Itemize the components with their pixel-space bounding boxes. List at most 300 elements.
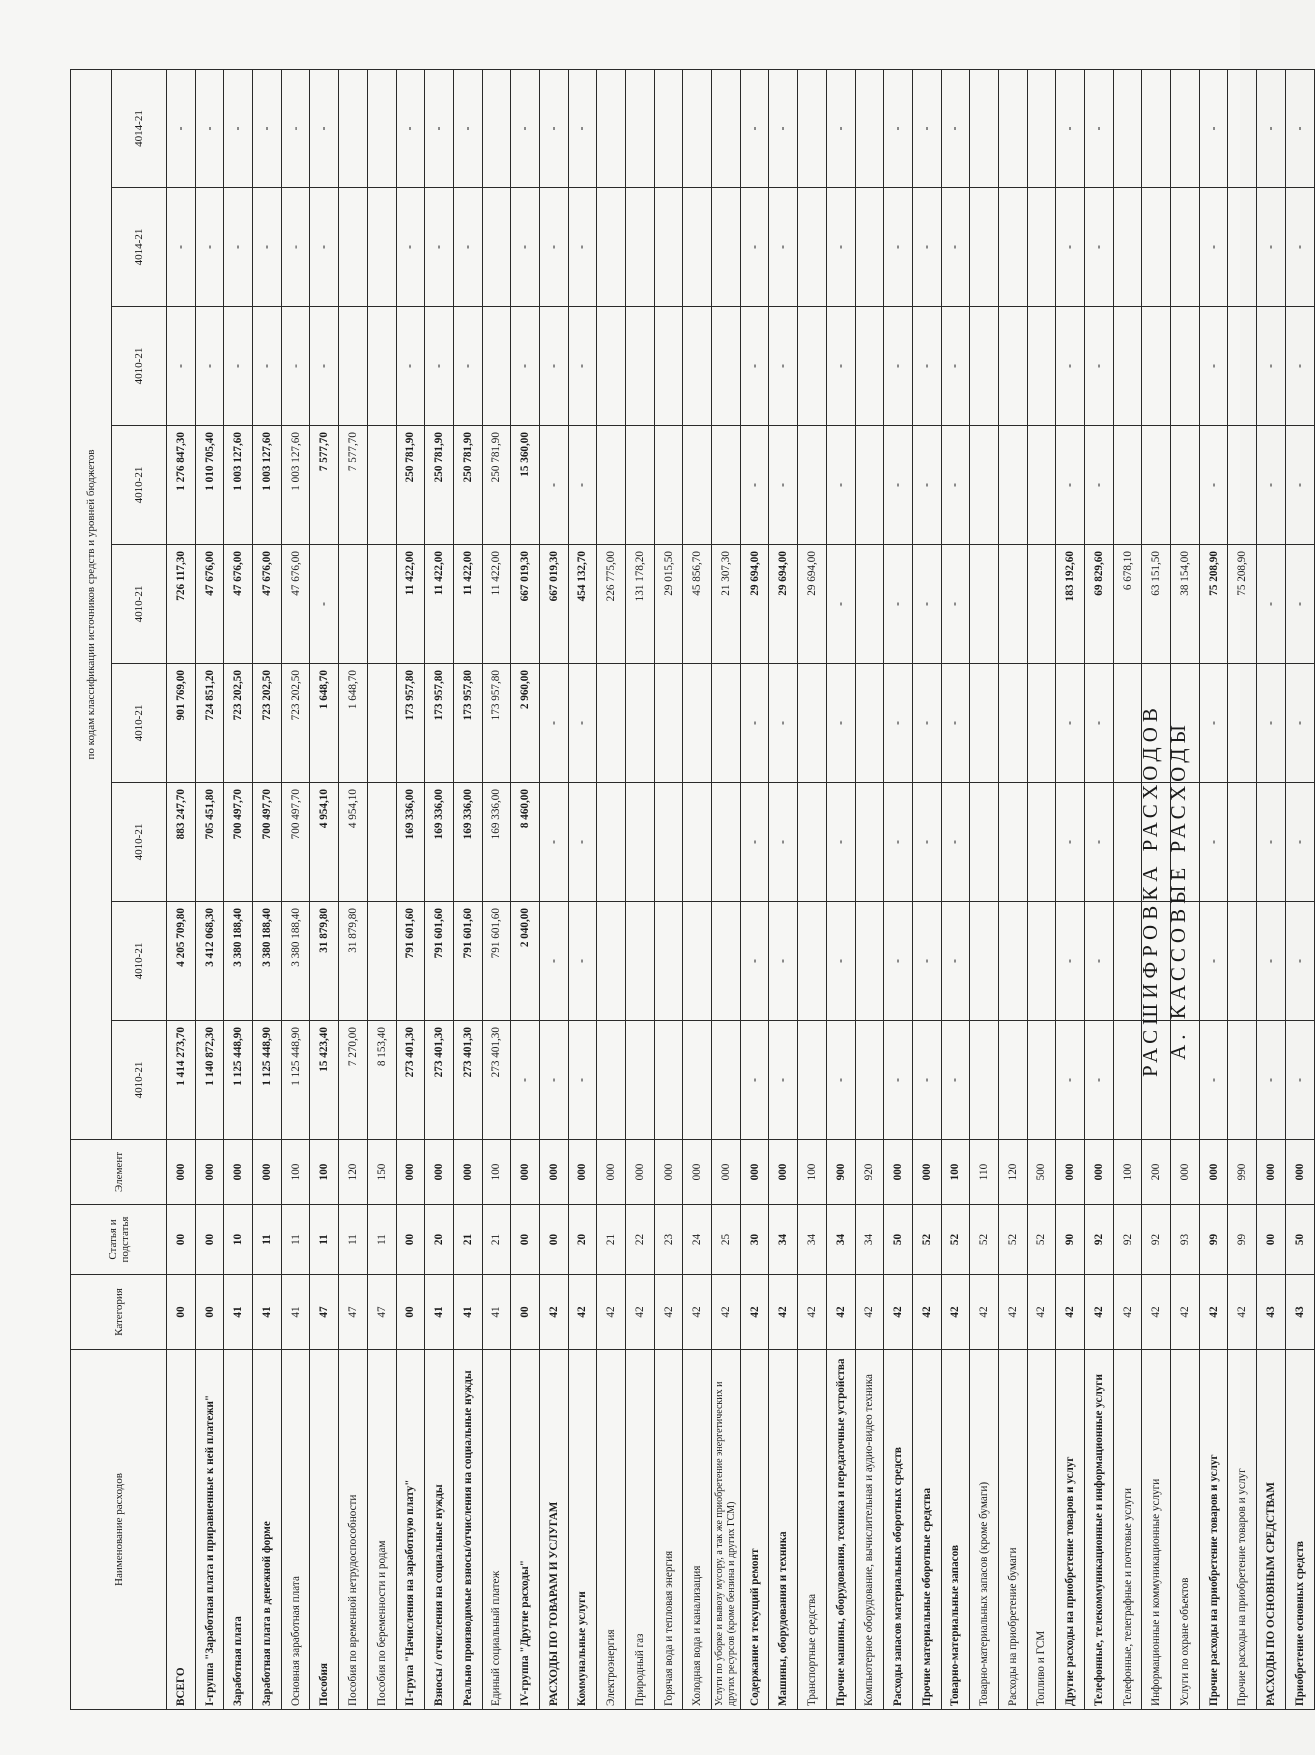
row-name: Телефонные, телекоммуникационные и информационные услуги: [1085, 1350, 1114, 1710]
row-value: 901 769,00: [167, 664, 196, 783]
row-value: 173 957,80: [425, 664, 454, 783]
row-value: -: [1056, 664, 1085, 783]
row-value: [654, 70, 683, 188]
row-value: [970, 545, 999, 664]
row-category: 47: [310, 1275, 339, 1350]
row-value: [482, 70, 511, 188]
row-value: -: [1056, 188, 1085, 307]
row-value: 273 401,30: [425, 1021, 454, 1140]
row-value: -: [740, 1021, 769, 1140]
row-name: Электроэнергия: [597, 1350, 626, 1710]
row-element: 000: [712, 1140, 741, 1205]
table-row: [884, 70, 913, 1710]
row-value: [339, 307, 368, 426]
row-category: 47: [339, 1275, 368, 1350]
row-value: [855, 70, 884, 188]
row-value: 31 879,80: [339, 902, 368, 1021]
row-value: -: [740, 426, 769, 545]
row-category: 43: [1285, 1275, 1314, 1350]
row-value: [970, 902, 999, 1021]
row-element: 000: [568, 1140, 597, 1205]
table-row: [654, 70, 683, 1710]
row-value: -: [310, 307, 339, 426]
row-value: -: [826, 664, 855, 783]
row-value: -: [1257, 188, 1286, 307]
row-value: [683, 426, 712, 545]
row-value: -: [1199, 1021, 1228, 1140]
row-name: Машины, оборудования и техника: [769, 1350, 798, 1710]
row-value: -: [740, 70, 769, 188]
row-value: 250 781,90: [425, 426, 454, 545]
row-category: 42: [626, 1275, 655, 1350]
row-element: 100: [281, 1140, 310, 1205]
row-value: [626, 307, 655, 426]
row-category: 41: [253, 1275, 282, 1350]
row-value: -: [224, 188, 253, 307]
row-article: 23: [654, 1205, 683, 1275]
row-value: [855, 664, 884, 783]
row-value: -: [884, 188, 913, 307]
row-value: [970, 188, 999, 307]
row-category: 41: [453, 1275, 482, 1350]
row-value: 1 003 127,60: [281, 426, 310, 545]
row-category: 42: [798, 1275, 827, 1350]
row-value: -: [769, 664, 798, 783]
row-element: 920: [855, 1140, 884, 1205]
row-value: [855, 902, 884, 1021]
row-value: -: [1285, 307, 1314, 426]
row-name: Информационные и коммуникационные услуги: [1142, 1350, 1171, 1710]
row-value: 791 601,60: [425, 902, 454, 1021]
row-name: Товарно-материальные запасов: [941, 1350, 970, 1710]
row-name: РАСХОДЫ ПО ОСНОВНЫМ СРЕДСТВАМ: [1257, 1350, 1286, 1710]
row-value: -: [884, 1021, 913, 1140]
row-value: 700 497,70: [253, 783, 282, 902]
row-value: -: [941, 902, 970, 1021]
row-value: -: [769, 783, 798, 902]
row-name: Приобретение основных средств: [1285, 1350, 1314, 1710]
row-value: [597, 307, 626, 426]
row-value: 667 019,30: [511, 545, 540, 664]
row-value: [1228, 664, 1257, 783]
row-article: 00: [539, 1205, 568, 1275]
row-value: [654, 664, 683, 783]
row-value: -: [453, 307, 482, 426]
row-element: 990: [1228, 1140, 1257, 1205]
row-category: 42: [654, 1275, 683, 1350]
row-category: 41: [281, 1275, 310, 1350]
row-value: -: [1085, 307, 1114, 426]
row-value: [367, 783, 396, 902]
row-value: 8 460,00: [511, 783, 540, 902]
row-value: [798, 902, 827, 1021]
row-value: -: [884, 426, 913, 545]
row-value: [970, 783, 999, 902]
row-article: 99: [1228, 1205, 1257, 1275]
row-value: 75 208,90: [1228, 545, 1257, 664]
table-row: [195, 70, 224, 1710]
row-category: 00: [195, 1275, 224, 1350]
document-title: РАСШИФРОВКА РАСХОДОВ: [1138, 703, 1162, 1077]
header-row-1: [71, 70, 112, 1710]
row-value: -: [912, 664, 941, 783]
row-value: -: [1199, 664, 1228, 783]
row-value: 883 247,70: [167, 783, 196, 902]
row-value: 1 648,70: [310, 664, 339, 783]
row-element: 150: [367, 1140, 396, 1205]
row-value: [855, 307, 884, 426]
row-value: [597, 902, 626, 1021]
row-category: 47: [367, 1275, 396, 1350]
row-value: -: [912, 545, 941, 664]
row-article: 52: [912, 1205, 941, 1275]
row-category: 42: [712, 1275, 741, 1350]
row-name: II-група "Начисления на заработную плату": [396, 1350, 425, 1710]
row-name: Содержание и текущий ремонт: [740, 1350, 769, 1710]
table-row: [224, 70, 253, 1710]
table-row: [683, 70, 712, 1710]
row-article: 11: [253, 1205, 282, 1275]
row-value: -: [568, 902, 597, 1021]
table-row: [998, 70, 1027, 1710]
row-value: -: [1257, 1021, 1286, 1140]
row-value: -: [1085, 70, 1114, 188]
row-value: 1 125 448,90: [253, 1021, 282, 1140]
row-value: -: [912, 1021, 941, 1140]
row-article: 11: [281, 1205, 310, 1275]
header-source-code: 4010-21: [112, 902, 167, 1021]
row-value: 173 957,80: [396, 664, 425, 783]
row-value: -: [310, 545, 339, 664]
row-value: -: [941, 1021, 970, 1140]
row-value: [654, 783, 683, 902]
row-value: -: [453, 188, 482, 307]
row-value: [1027, 188, 1056, 307]
row-category: 42: [683, 1275, 712, 1350]
row-value: [1228, 188, 1257, 307]
row-element: 000: [396, 1140, 425, 1205]
row-value: -: [539, 426, 568, 545]
row-value: [683, 664, 712, 783]
row-name: I-группа "Заработная плата и приравненные к ней платежи": [195, 1350, 224, 1710]
row-value: 169 336,00: [425, 783, 454, 902]
row-value: -: [769, 307, 798, 426]
row-value: -: [941, 307, 970, 426]
row-value: [597, 783, 626, 902]
row-value: -: [884, 307, 913, 426]
header-source-code: 4010-21: [112, 1021, 167, 1140]
row-value: 1 140 872,30: [195, 1021, 224, 1140]
row-element: 100: [1113, 1140, 1142, 1205]
title-block: [1130, 70, 1210, 1710]
row-name: Коммунальные услуги: [568, 1350, 597, 1710]
row-value: 723 202,50: [281, 664, 310, 783]
row-value: -: [195, 188, 224, 307]
row-value: 1 648,70: [339, 664, 368, 783]
row-value: [367, 545, 396, 664]
row-value: 15 360,00: [511, 426, 540, 545]
row-category: 00: [396, 1275, 425, 1350]
row-article: 99: [1199, 1205, 1228, 1275]
row-value: [1228, 902, 1257, 1021]
row-value: [683, 1021, 712, 1140]
row-value: [798, 307, 827, 426]
table-row: [539, 70, 568, 1710]
row-article: 34: [826, 1205, 855, 1275]
row-value: 3 380 188,40: [253, 902, 282, 1021]
table-row: [396, 70, 425, 1710]
row-category: 42: [998, 1275, 1027, 1350]
row-element: 000: [1285, 1140, 1314, 1205]
row-category: 42: [1199, 1275, 1228, 1350]
row-value: [654, 426, 683, 545]
row-element: 000: [1199, 1140, 1228, 1205]
row-value: 21 307,30: [712, 545, 741, 664]
row-value: -: [253, 188, 282, 307]
row-value: -: [769, 426, 798, 545]
row-element: 000: [195, 1140, 224, 1205]
row-value: [597, 1021, 626, 1140]
row-value: 4 954,10: [310, 783, 339, 902]
row-element: 100: [941, 1140, 970, 1205]
row-element: 000: [224, 1140, 253, 1205]
row-value: -: [195, 70, 224, 188]
row-value: 75 208,90: [1199, 545, 1228, 664]
row-value: -: [740, 783, 769, 902]
row-value: [683, 783, 712, 902]
row-value: -: [396, 188, 425, 307]
row-article: 21: [482, 1205, 511, 1275]
row-category: 42: [941, 1275, 970, 1350]
row-article: 00: [195, 1205, 224, 1275]
row-element: 000: [511, 1140, 540, 1205]
row-element: 120: [998, 1140, 1027, 1205]
table-row: [425, 70, 454, 1710]
row-name: Пособия: [310, 1350, 339, 1710]
row-value: 226 775,00: [597, 545, 626, 664]
row-value: -: [1257, 902, 1286, 1021]
row-value: -: [1257, 664, 1286, 783]
table-row: [1085, 70, 1114, 1710]
row-category: 42: [1228, 1275, 1257, 1350]
row-value: -: [912, 188, 941, 307]
row-name: Услуги по уборке и вывозу мусору, а так же приобретение энергетических и других ресурсов (кроме бензина и других ГСМ): [712, 1350, 741, 1710]
row-article: 24: [683, 1205, 712, 1275]
header-source-code: 4010-21: [112, 426, 167, 545]
table-row: [912, 70, 941, 1710]
row-value: 250 781,90: [482, 426, 511, 545]
row-value: [597, 664, 626, 783]
row-value: 47 676,00: [224, 545, 253, 664]
row-value: -: [195, 307, 224, 426]
row-category: 42: [568, 1275, 597, 1350]
row-name: Прочие машины, оборудования, техника и передаточные устройства: [826, 1350, 855, 1710]
row-value: [712, 783, 741, 902]
row-value: 667 019,30: [539, 545, 568, 664]
row-value: -: [539, 783, 568, 902]
row-value: [367, 426, 396, 545]
row-value: -: [167, 307, 196, 426]
row-value: [626, 70, 655, 188]
row-article: 00: [167, 1205, 196, 1275]
row-value: [1027, 70, 1056, 188]
row-value: -: [884, 70, 913, 188]
row-value: -: [281, 188, 310, 307]
row-article: 11: [310, 1205, 339, 1275]
row-value: -: [539, 902, 568, 1021]
row-value: -: [539, 188, 568, 307]
row-name: Транспортные средства: [798, 1350, 827, 1710]
row-value: -: [1085, 1021, 1114, 1140]
row-name: Телефонные, телеграфные и почтовые услуги: [1113, 1350, 1142, 1710]
row-value: 3 412 068,30: [195, 902, 224, 1021]
row-value: [1228, 307, 1257, 426]
row-value: -: [740, 902, 769, 1021]
row-value: -: [912, 426, 941, 545]
row-article: 20: [568, 1205, 597, 1275]
row-article: 00: [396, 1205, 425, 1275]
document-subtitle: А. КАССОВЫЕ РАСХОДЫ: [1166, 720, 1190, 1060]
row-value: -: [425, 70, 454, 188]
row-value: 7 270,00: [339, 1021, 368, 1140]
row-value: -: [1285, 70, 1314, 188]
row-value: -: [740, 664, 769, 783]
row-value: 4 205 709,80: [167, 902, 196, 1021]
row-name: Товарно-материальных запасов (кроме бумаги): [970, 1350, 999, 1710]
row-value: -: [1199, 902, 1228, 1021]
row-value: 791 601,60: [482, 902, 511, 1021]
row-value: 29 015,50: [654, 545, 683, 664]
row-value: -: [1257, 783, 1286, 902]
row-value: 1 003 127,60: [253, 426, 282, 545]
header-category: Категория: [71, 1275, 167, 1350]
row-value: 723 202,50: [224, 664, 253, 783]
row-article: 34: [798, 1205, 827, 1275]
row-value: -: [826, 783, 855, 902]
row-value: -: [539, 70, 568, 188]
row-element: 000: [769, 1140, 798, 1205]
row-value: 11 422,00: [396, 545, 425, 664]
table-row: [1056, 70, 1085, 1710]
row-category: 00: [167, 1275, 196, 1350]
row-element: 110: [970, 1140, 999, 1205]
row-value: -: [826, 902, 855, 1021]
row-value: -: [884, 902, 913, 1021]
row-value: [339, 70, 368, 188]
row-value: [654, 188, 683, 307]
row-value: [798, 70, 827, 188]
row-value: [998, 426, 1027, 545]
row-value: -: [1285, 188, 1314, 307]
row-value: 1 010 705,40: [195, 426, 224, 545]
row-article: 92: [1142, 1205, 1171, 1275]
row-value: -: [1056, 1021, 1085, 1140]
row-value: 1 276 847,30: [167, 426, 196, 545]
table-row: [167, 70, 196, 1710]
row-value: [998, 545, 1027, 664]
row-element: 500: [1027, 1140, 1056, 1205]
row-value: -: [568, 188, 597, 307]
table-row: [826, 70, 855, 1710]
row-value: [798, 426, 827, 545]
row-value: 7 577,70: [310, 426, 339, 545]
header-source-group: по кодам классификации источников средств и уровней бюджетов: [71, 70, 112, 1140]
row-name: Взносы / отчисления на социальные нужды: [425, 1350, 454, 1710]
table-row: [798, 70, 827, 1710]
row-value: -: [826, 1021, 855, 1140]
row-value: -: [539, 307, 568, 426]
table-row: [1257, 70, 1286, 1710]
row-value: 173 957,80: [482, 664, 511, 783]
row-value: -: [1056, 70, 1085, 188]
row-value: [626, 783, 655, 902]
row-category: 42: [1056, 1275, 1085, 1350]
row-category: 41: [425, 1275, 454, 1350]
row-value: [798, 188, 827, 307]
row-value: 7 577,70: [339, 426, 368, 545]
row-article: 34: [769, 1205, 798, 1275]
row-name: ВСЕГО: [167, 1350, 196, 1710]
row-value: 726 117,30: [167, 545, 196, 664]
row-value: -: [826, 188, 855, 307]
row-value: [597, 70, 626, 188]
row-element: 120: [339, 1140, 368, 1205]
row-value: 705 451,80: [195, 783, 224, 902]
row-value: -: [1257, 70, 1286, 188]
table-row: [367, 70, 396, 1710]
table-row: [769, 70, 798, 1710]
row-article: 92: [1113, 1205, 1142, 1275]
row-value: 11 422,00: [425, 545, 454, 664]
row-value: -: [539, 1021, 568, 1140]
row-name: Пособия по беременности и родам: [367, 1350, 396, 1710]
row-value: [998, 783, 1027, 902]
row-name: Прочие материальные оборотные средства: [912, 1350, 941, 1710]
row-category: 42: [1142, 1275, 1171, 1350]
row-value: -: [769, 70, 798, 188]
row-value: -: [1285, 783, 1314, 902]
row-value: -: [769, 188, 798, 307]
row-name: Холодная вода и канализация: [683, 1350, 712, 1710]
table-row: [1228, 70, 1257, 1710]
row-value: [970, 70, 999, 188]
row-article: 52: [970, 1205, 999, 1275]
row-value: [1228, 1021, 1257, 1140]
row-value: [626, 902, 655, 1021]
row-element: 000: [1257, 1140, 1286, 1205]
row-value: [712, 902, 741, 1021]
row-value: -: [826, 426, 855, 545]
row-value: -: [167, 70, 196, 188]
row-article: 93: [1171, 1205, 1200, 1275]
rotated-document: [70, 70, 1306, 1710]
row-element: 000: [1085, 1140, 1114, 1205]
row-category: 42: [884, 1275, 913, 1350]
row-value: 724 851,20: [195, 664, 224, 783]
row-value: [482, 188, 511, 307]
row-value: -: [1085, 426, 1114, 545]
row-value: -: [884, 783, 913, 902]
header-source-code: 4014-21: [112, 188, 167, 307]
row-name: Основная заработная плата: [281, 1350, 310, 1710]
row-value: -: [1285, 545, 1314, 664]
row-value: 6 678,10: [1113, 545, 1142, 664]
row-value: 1 003 127,60: [224, 426, 253, 545]
row-value: [855, 426, 884, 545]
table-row: [626, 70, 655, 1710]
row-value: -: [511, 1021, 540, 1140]
row-value: 723 202,50: [253, 664, 282, 783]
